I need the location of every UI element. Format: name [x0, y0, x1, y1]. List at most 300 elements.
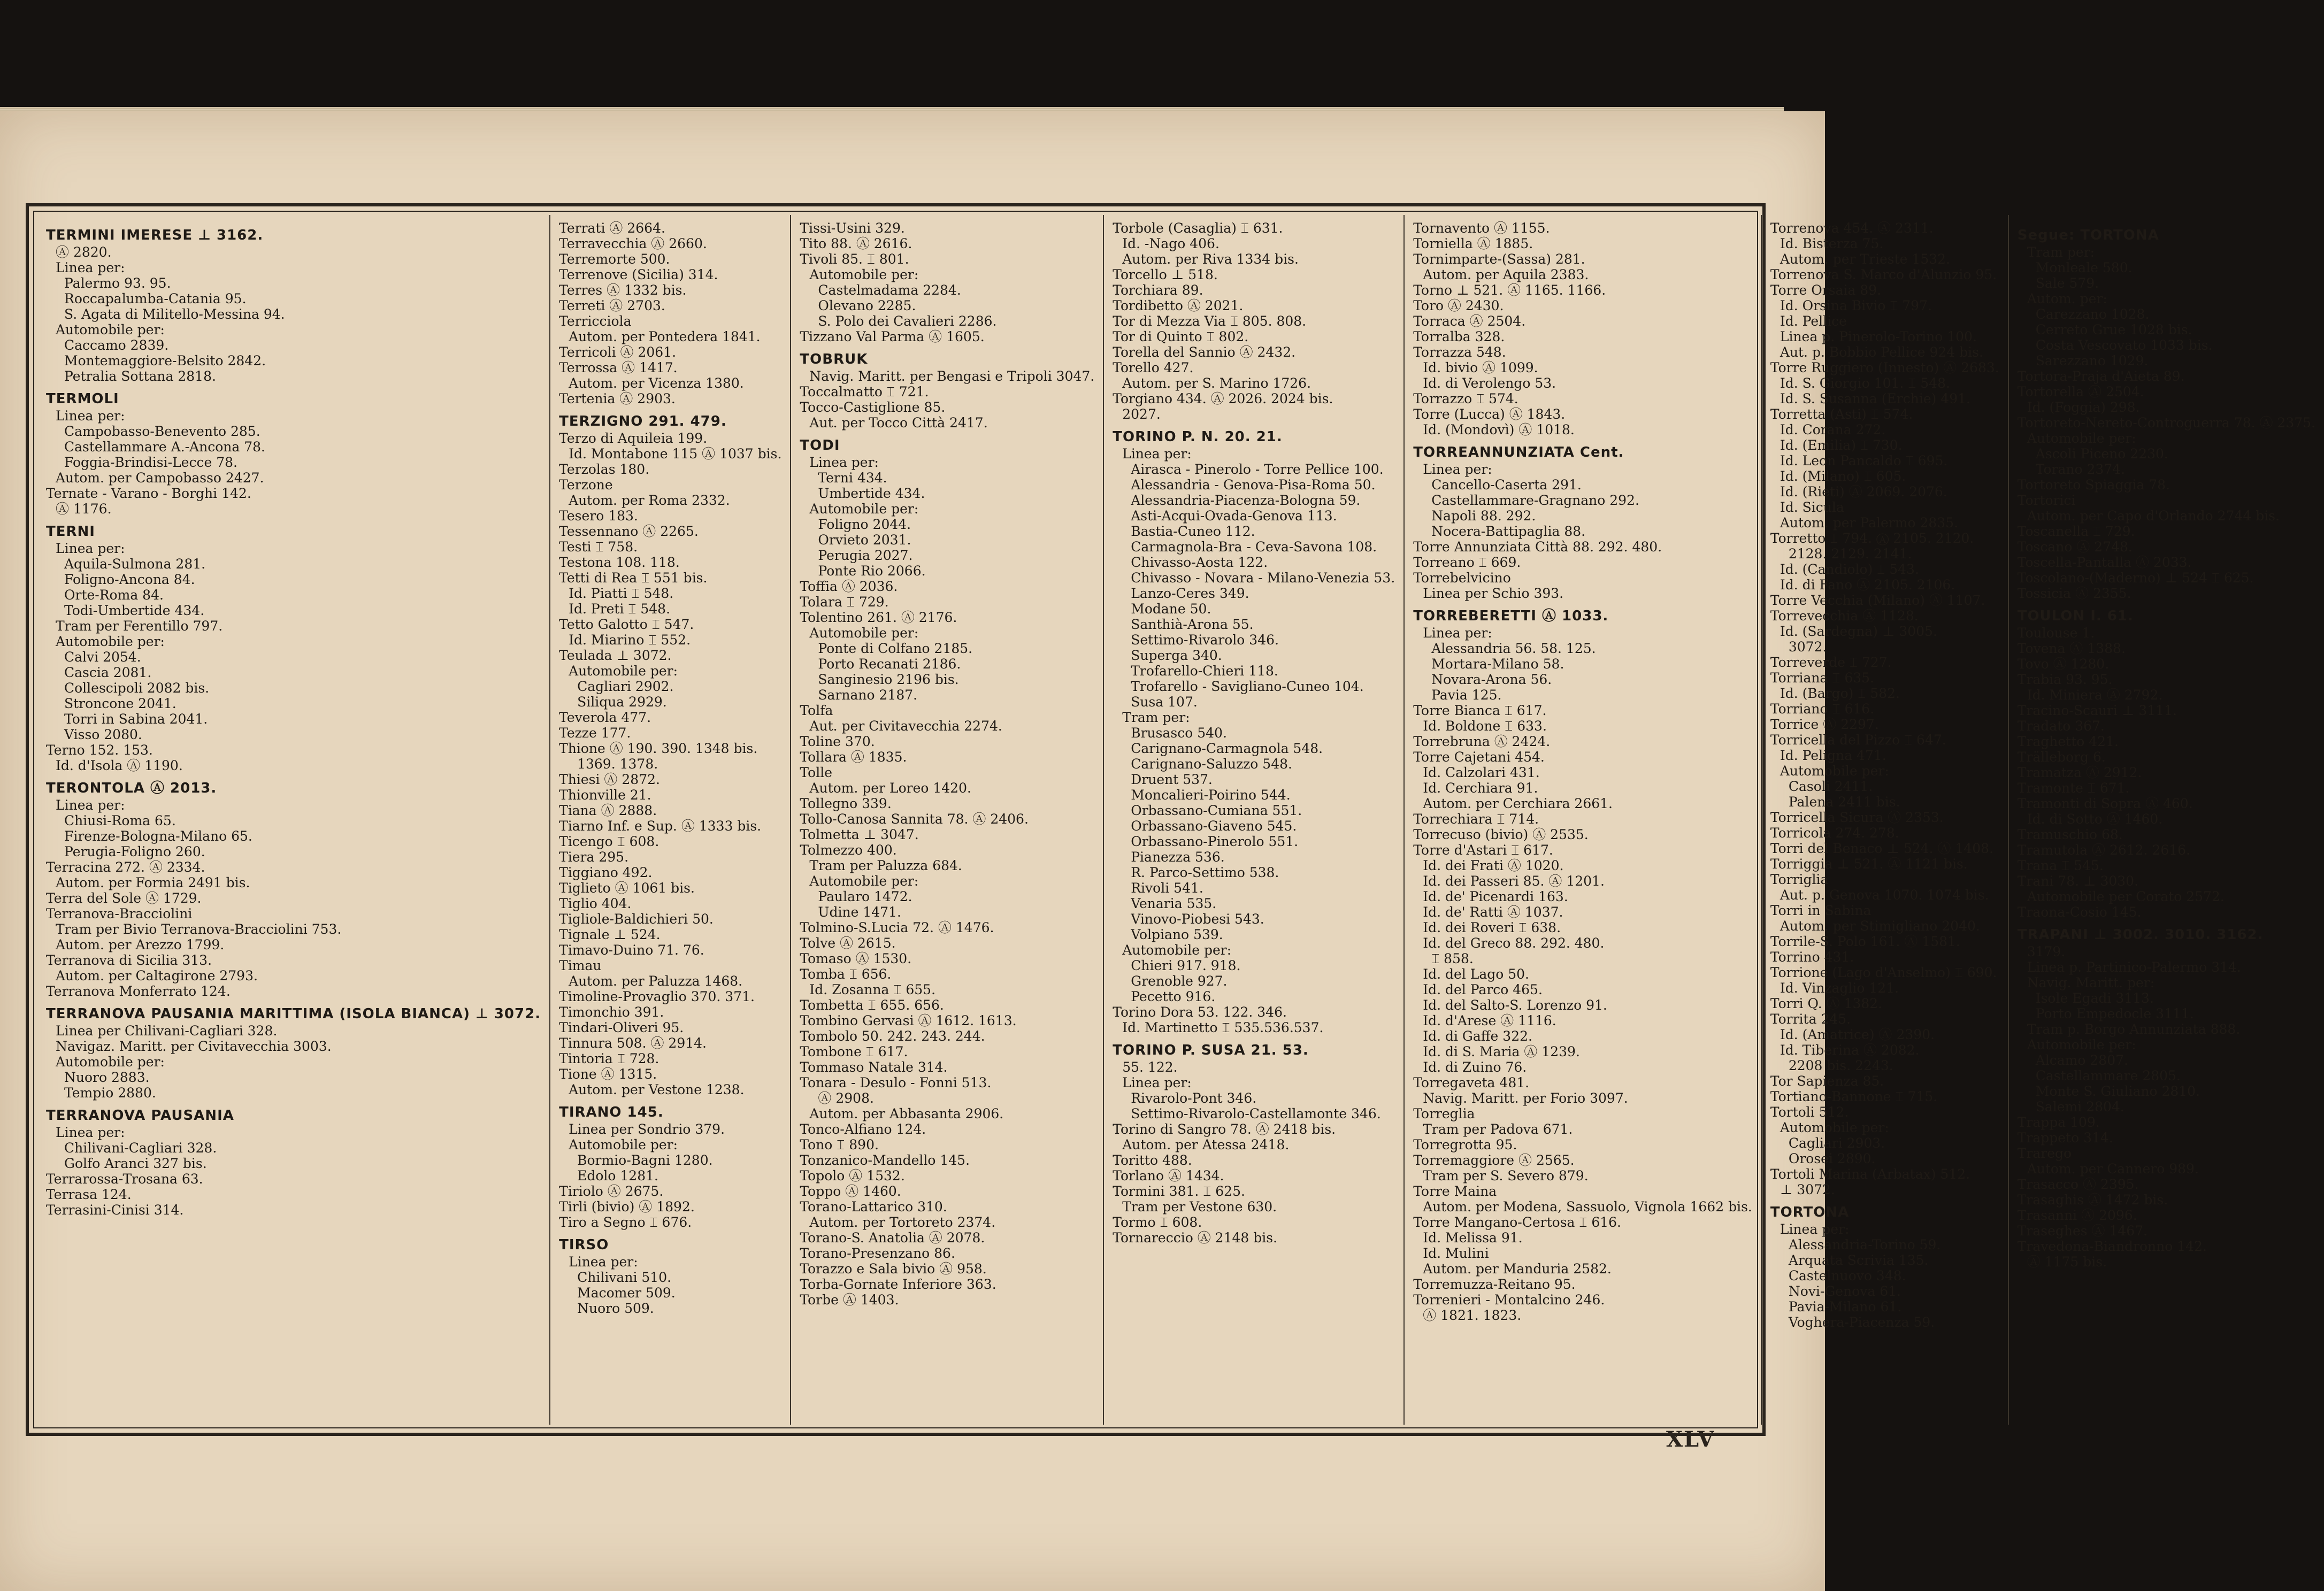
index-entry: Torgiano 434. Ⓐ 2026. 2024 bis. [1113, 391, 1333, 406]
index-entry: Siliqua 2929. [577, 694, 667, 710]
index-entry: Automobile per: [809, 873, 919, 889]
index-entry: Trarego [2017, 1146, 2072, 1161]
index-entry: Costa Vescovato 1033 bis. [2035, 337, 2213, 353]
index-entry: Torrione (Lago d'Anselmo) ⌶ 690. [1770, 965, 1997, 980]
index-entry: Perugia 2027. [818, 548, 913, 563]
index-entry: Torbe Ⓐ 1403. [800, 1292, 899, 1308]
index-entry: Autom. per Cannero 989. [2027, 1161, 2199, 1177]
index-entry: Automobile per: [56, 634, 165, 649]
index-entry: Torrice Ⓐ 2297. [1770, 717, 1879, 732]
index-entry: Torretta (Asti) ⌶ 574. [1770, 406, 1913, 422]
index-entry: Linea per: [56, 1125, 125, 1140]
index-entry: Castellammare 2805. [2035, 1068, 2181, 1083]
index-entry: Linea per: [56, 408, 125, 424]
index-entry: S. Agata di Militello-Messina 94. [64, 306, 285, 322]
index-entry: Linea per: [1423, 625, 1492, 641]
index-entry: Sarnano 2187. [818, 687, 918, 703]
index-entry: Tortiano-Bannone ⌶ 715. [1770, 1089, 1938, 1104]
index-entry: Ternate - Varano - Borghi 142. [46, 486, 251, 501]
index-entry: Traseghes Ⓐ 1467. [2017, 1223, 2148, 1239]
index-entry: Tiera 295. [559, 849, 629, 865]
index-entry: Trappa 109. [2017, 1115, 2100, 1130]
index-entry: Autom. per Riva 1334 bis. [1122, 251, 1299, 267]
index-entry: Autom. per Campobasso 2427. [56, 470, 264, 486]
index-entry: Topolo Ⓐ 1532. [800, 1168, 905, 1183]
index-entry: Id. dei Passeri 85. Ⓐ 1201. [1423, 873, 1605, 889]
index-entry: Tezze 177. [559, 725, 631, 741]
index-entry: Torraca Ⓐ 2504. [1413, 313, 1526, 329]
index-entry: Autom. per Atessa 2418. [1122, 1137, 1290, 1152]
index-entry: Linea p. Partinico-Palermo 314. [2027, 959, 2241, 975]
index-entry: Id. Calzolari 431. [1423, 765, 1540, 780]
index-entry: Chivasso-Aosta 122. [1131, 555, 1268, 570]
index-entry: Ticengo ⌶ 608. [559, 834, 659, 849]
index-entry: Aut. per Civitavecchia 2274. [809, 718, 1002, 734]
index-entry: Aut. p. Bobbio Pellice 924 bis. [1780, 344, 1983, 360]
index-heading: TODI [800, 437, 840, 454]
index-entry: Carignano-Carmagnola 548. [1131, 741, 1323, 756]
index-entry: Autom. per Vestone 1238. [569, 1082, 745, 1097]
index-entry: Perugia-Foligno 260. [64, 844, 205, 859]
index-entry: Torino di Sangro 78. Ⓐ 2418 bis. [1113, 1121, 1336, 1137]
index-entry: Torino Dora 53. 122. 346. [1113, 1004, 1287, 1020]
index-entry: Terrasini-Cinisi 314. [46, 1202, 184, 1218]
index-entry: Tessennano Ⓐ 2265. [559, 524, 699, 539]
index-entry: Aut. per Tocco Città 2417. [809, 415, 988, 431]
index-entry: Torrile-S. Polo 161. Ⓐ 1581. [1770, 934, 1960, 949]
index-entry: Terremorte 500. [559, 251, 670, 267]
index-entry: Autom. per Roma 2332. [569, 493, 730, 508]
index-entry: Airasca - Pinerolo - Torre Pellice 100. [1131, 462, 1384, 477]
index-entry: Autom. per Pontedera 1841. [569, 329, 761, 344]
index-entry: Autom. per Cerchiara 2661. [1423, 796, 1613, 811]
index-entry: Trani 78. ⊥ 3030. [2017, 873, 2139, 889]
index-entry: Linea per: [1122, 1075, 1192, 1090]
index-entry: Tommaso Natale 314. [800, 1059, 948, 1075]
index-entry: Bormio-Bagni 1280. [577, 1152, 713, 1168]
index-entry: Id. Mulini [1423, 1246, 1489, 1261]
index-entry: Torrevecchia Ⓐ 1128. [1770, 608, 1919, 624]
index-entry: Tramonti di Sopra Ⓐ 460. [2017, 796, 2193, 811]
index-entry: Palermo 93. 95. [64, 275, 171, 291]
index-entry: Firenze-Bologna-Milano 65. [64, 828, 252, 844]
index-entry: Tor di Mezza Via ⌶ 805. 808. [1113, 313, 1307, 329]
index-entry: Tollegno 339. [800, 796, 892, 811]
index-heading: TOULON I. 61. [2017, 608, 2134, 624]
index-entry: Tolmetta ⊥ 3047. [800, 827, 919, 842]
index-entry: Tollara Ⓐ 1835. [800, 749, 907, 765]
index-entry: Trofarello-Chieri 118. [1131, 663, 1278, 679]
index-entry: Automobile per: [1122, 942, 1232, 958]
index-entry: R. Parco-Settimo 538. [1131, 865, 1279, 880]
index-entry: 1369. 1378. [577, 756, 658, 772]
index-entry: Sarezzano 1029. [2035, 353, 2149, 368]
index-entry: Olevano 2285. [818, 298, 916, 313]
index-entry: Tirli (bivio) Ⓐ 1892. [559, 1199, 695, 1215]
index-heading: TORINO P. N. 20. 21. [1113, 429, 1283, 445]
index-entry: Tomaso Ⓐ 1530. [800, 951, 912, 966]
index-entry: Tossicia Ⓐ 2355. [2017, 586, 2131, 601]
index-entry: Alessandria 56. 58. 125. [1431, 641, 1596, 656]
index-heading: Segue: TORTONA [2017, 227, 2159, 243]
index-entry: Autom. per Abbasanta 2906. [809, 1106, 1004, 1121]
index-entry: Torreglia [1413, 1106, 1475, 1121]
index-entry: Torriggia ⊥ 521. Ⓐ 1121 bis. [1770, 856, 1968, 872]
index-entry: Id. (Candiolo) ⌶ 543. [1780, 562, 1919, 577]
index-entry: Sale 579. [2035, 275, 2099, 291]
index-entry: Tetti di Rea ⌶ 551 bis. [559, 570, 708, 586]
index-entry: Palena 2411 bis. [1788, 794, 1900, 810]
index-entry: Terranova di Sicilia 313. [46, 952, 212, 968]
index-entry: Automobile per: [1780, 763, 1889, 779]
index-entry: Foligno-Ancona 84. [64, 572, 195, 587]
index-entry: Traghetto 421. [2017, 734, 2119, 749]
index-entry: Chilivani 510. [577, 1270, 672, 1285]
index-entry: Todi-Umbertide 434. [64, 603, 205, 618]
index-entry: Montemaggiore-Belsito 2842. [64, 353, 266, 368]
index-entry: Novara-Arona 56. [1431, 672, 1552, 687]
index-entry: Tolve Ⓐ 2615. [800, 935, 896, 951]
index-entry: Torrenova 454. Ⓐ 2311. [1770, 220, 1934, 236]
index-entry: Cagliari 2902. [577, 679, 674, 694]
index-entry: Torrechiara ⌶ 714. [1413, 811, 1539, 827]
index-entry: Navig. Maritt. per: [2027, 975, 2155, 990]
index-entry: Tram per Bivio Terranova-Bracciolini 753. [56, 921, 342, 937]
index-heading: TERMINI IMERESE ⊥ 3162. [46, 227, 264, 243]
index-entry: Testi ⌶ 758. [559, 539, 638, 555]
index-entry: Torrenieri - Montalcino 246. [1413, 1292, 1605, 1308]
index-entry: Autom. per Aquila 2383. [1423, 267, 1589, 282]
index-entry: Vinovo-Piobesi 543. [1131, 911, 1264, 927]
index-entry: Torrenova S. Marco d'Alunzio 95. [1770, 267, 1997, 282]
index-entry: Salemi 2804. [2035, 1099, 2124, 1115]
index-entry: Tormini 381. ⌶ 625. [1113, 1183, 1245, 1199]
index-entry: Tombetta ⌶ 655. 656. [800, 997, 944, 1013]
index-entry: Umbertide 434. [818, 486, 925, 501]
index-entry: Casoli 2411. [1788, 779, 1873, 794]
index-entry: Trana ⌶ 545. [2017, 858, 2104, 873]
index-entry: Id. (Amatrice) Ⓐ 2390. [1780, 1027, 1935, 1042]
index-entry: Tram per Padova 671. [1423, 1121, 1573, 1137]
index-entry: Automobile per: [2027, 1037, 2136, 1052]
index-entry: Golfo Aranci 327 bis. [64, 1156, 207, 1171]
index-entry: Isole Egadi 3113. [2035, 990, 2154, 1006]
index-entry: Trappeto 314. [2017, 1130, 2113, 1146]
index-entry: 3179. [2027, 944, 2066, 959]
index-entry: Torricola 274. 278. [1770, 825, 1899, 841]
index-entry: Id. del Salto-S. Lorenzo 91. [1423, 997, 1607, 1013]
index-entry: Tertenia Ⓐ 2903. [559, 391, 676, 406]
index-entry: Tempio 2880. [64, 1085, 156, 1101]
index-entry: Lanzo-Ceres 349. [1131, 586, 1249, 601]
index-entry: Torrebelvicino [1413, 570, 1511, 586]
index-entry: Torreverde ⌶ 727. [1770, 655, 1892, 670]
index-entry: Modane 50. [1131, 601, 1211, 617]
index-entry: Thiesi Ⓐ 2872. [559, 772, 660, 787]
index-entry: Moncalieri-Poirino 544. [1131, 787, 1291, 803]
index-entry: Terrenove (Sicilia) 314. [559, 267, 718, 282]
index-entry: Id. Zosanna ⌶ 655. [809, 982, 936, 997]
index-entry: Tor Sapienza 85. [1770, 1073, 1884, 1089]
index-entry: Orosei 2890. [1788, 1151, 1876, 1166]
index-entry: Alcamo 2807. [2035, 1052, 2128, 1068]
index-entry: Cascia 2081. [64, 665, 152, 680]
index-entry: Tolara ⌶ 729. [800, 594, 889, 610]
index-entry: Tordibetto Ⓐ 2021. [1113, 298, 1244, 313]
index-entry: Thionville 21. [559, 787, 651, 803]
index-entry: Alessandria-Torino 59. [1788, 1237, 1941, 1252]
index-entry: Porto Recanati 2186. [818, 656, 961, 672]
index-entry: Torno ⊥ 521. Ⓐ 1165. 1166. [1413, 282, 1606, 298]
index-entry: Torello 427. [1113, 360, 1194, 375]
index-entry: Castelnuovo 348. [1788, 1268, 1906, 1283]
index-entry: Torre Cajetani 454. [1413, 749, 1545, 765]
index-entry: Tram per S. Severo 879. [1423, 1168, 1589, 1183]
index-entry: Tortoli 512. [1770, 1104, 1849, 1120]
index-entry: Toscanella ⌶ 729. [2017, 524, 2135, 539]
index-entry: Roccapalumba-Catania 95. [64, 291, 247, 306]
index-heading: TERRANOVA PAUSANIA [46, 1108, 234, 1124]
index-entry: Autom. per Arezzo 1799. [56, 937, 225, 952]
index-entry: Torrino 431. [1770, 949, 1854, 965]
column-2 [550, 215, 791, 1425]
index-entry: Cancello-Caserta 291. [1431, 477, 1582, 493]
index-entry: Tracino-Scauri ⊥ 3111. [2017, 703, 2177, 718]
index-entry: Id. Melissa 91. [1423, 1230, 1523, 1246]
index-entry: Torri Q. Ⓐ 1382. [1770, 996, 1883, 1011]
index-entry: Torre (Lucca) Ⓐ 1843. [1413, 406, 1566, 422]
index-heading: TERZIGNO 291. 479. [559, 413, 727, 429]
index-entry: Automobile per: [1780, 1120, 1889, 1135]
index-entry: Terranova Monferrato 124. [46, 983, 231, 999]
index-entry: Tortoreto-Nereto-Controguerra 78. Ⓐ 2375. [2017, 415, 2316, 431]
index-entry: Trasaghis Ⓐ 1472 bis. [2017, 1192, 2168, 1208]
index-heading: TORINO P. SUSA 21. 53. [1113, 1042, 1309, 1058]
index-entry: Tovena Ⓐ 1388. [2017, 641, 2126, 656]
index-entry: Trabia 93. 95. [2017, 672, 2113, 687]
index-entry: Torrita 245. [1770, 1011, 1851, 1027]
index-entry: Id. di Zuino 76. [1423, 1059, 1527, 1075]
index-entry: Automobile per: [569, 663, 678, 679]
index-entry: Tombino Gervasi Ⓐ 1612. 1613. [800, 1013, 1017, 1028]
index-entry: Mortara-Milano 58. [1431, 656, 1564, 672]
index-entry: Id. Tiberina Ⓐ 2082. [1780, 1042, 1920, 1058]
index-entry: Trofarello - Savigliano-Cuneo 104. [1131, 679, 1364, 694]
index-entry: Tornavento Ⓐ 1155. [1413, 220, 1550, 236]
index-entry: Tiggiano 492. [559, 865, 653, 880]
index-entry: Ⓐ 2908. [818, 1090, 874, 1106]
index-entry: Caccamo 2839. [64, 337, 169, 353]
index-entry: Tindari-Oliveri 95. [559, 1020, 684, 1035]
index-entry: Id. Miarino ⌶ 552. [569, 632, 691, 648]
index-entry: Napoli 88. 292. [1431, 508, 1536, 524]
index-entry: Automobile per: [56, 1054, 165, 1070]
index-entry: Tolmino-S.Lucia 72. Ⓐ 1476. [800, 920, 994, 935]
index-entry: Petralia Sottana 2818. [64, 368, 216, 384]
index-entry: Id. Piatti ⌶ 548. [569, 586, 674, 601]
index-entry: Id. Peligna 471. [1780, 748, 1886, 763]
index-entry: Autom. per Tortoreto 2374. [809, 1215, 996, 1230]
index-entry: Tram per: [1122, 710, 1190, 725]
index-entry: Tivoli 85. ⌶ 801. [800, 251, 909, 267]
index-entry: Torba-Gornate Inferiore 363. [800, 1277, 996, 1292]
index-entry: Settimo-Rivarolo-Castellamonte 346. [1131, 1106, 1381, 1121]
index-entry: Torriglia [1770, 872, 1829, 887]
index-entry: Foggia-Brindisi-Lecce 78. [64, 455, 237, 470]
index-entry: Voghera-Piacenza 59. [1788, 1315, 1935, 1330]
index-entry: Bastia-Cuneo 112. [1131, 524, 1255, 539]
index-entry: Autom. per Stimigliano 2040. [1780, 918, 1980, 934]
index-heading: TRAPANI ⊥ 3002. 3010. 3162. [2017, 927, 2264, 943]
index-entry: Id. del Greco 88. 292. 480. [1423, 935, 1605, 951]
index-entry: Ⓐ 1175 bis. [2027, 1254, 2107, 1270]
index-entry: Castelmadama 2284. [818, 282, 961, 298]
index-entry: Tonara - Desulo - Fonni 513. [800, 1075, 992, 1090]
index-entry: Settimo-Rivarolo 346. [1131, 632, 1279, 648]
index-entry: Linea p. Pinerolo-Torino 100. [1780, 329, 1977, 344]
index-heading: TIRSO [559, 1237, 609, 1253]
index-entry: Tollo-Canosa Sannita 78. Ⓐ 2406. [800, 811, 1029, 827]
index-entry: Autom. per: [2027, 291, 2107, 306]
index-entry: Tiana Ⓐ 2888. [559, 803, 657, 818]
index-entry: Orbassano-Giaveno 545. [1131, 818, 1297, 834]
index-entry: Torchiara 89. [1113, 282, 1203, 298]
index-entry: Nuoro 2883. [64, 1070, 150, 1085]
index-entry: Tissi-Usini 329. [800, 220, 905, 236]
index-entry: Torregrotta 95. [1413, 1137, 1517, 1152]
index-entry: Navig. Maritt. per Bengasi e Tripoli 3047. [809, 368, 1095, 384]
index-entry: Terrarossa-Trosana 63. [46, 1171, 203, 1187]
index-entry: Alessandria-Piacenza-Bologna 59. [1131, 493, 1361, 508]
index-entry: Carmagnola-Bra - Ceva-Savona 108. [1131, 539, 1377, 555]
index-entry: Aquila-Sulmona 281. [64, 556, 206, 572]
index-entry: Linea per: [1122, 446, 1192, 462]
index-entry: Monte S. Giuliano 2810. [2035, 1083, 2200, 1099]
index-entry: Torreano ⌶ 669. [1413, 555, 1521, 570]
index-entry: Alessandria - Genova-Pisa-Roma 50. [1131, 477, 1376, 493]
index-entry: Tramonte ⌶ 671. [2017, 780, 2130, 796]
index-heading: TERMOLI [46, 391, 119, 407]
index-entry: Autom. per Paluzza 1468. [569, 973, 743, 989]
index-entry: Tortoli Marina (Arbatax) 512. [1770, 1166, 1970, 1182]
index-entry: Id. Corana 272. [1780, 422, 1886, 437]
index-entry: Terrossa Ⓐ 1417. [559, 360, 678, 375]
index-entry: Tolmezzo 400. [800, 842, 897, 858]
index-entry: Id. (Foggia) 298. [2027, 399, 2140, 415]
index-entry: Id. di Fano Ⓐ 2105. 2106. [1780, 577, 1955, 593]
index-entry: Torniella Ⓐ 1885. [1413, 236, 1533, 251]
index-entry: Chilivani-Cagliari 328. [64, 1140, 217, 1156]
index-entry: Id. Boldone ⌶ 633. [1423, 718, 1547, 734]
index-entry: Linea per: [1780, 1221, 1850, 1237]
index-entry: Terravecchia Ⓐ 2660. [559, 236, 707, 251]
index-entry: Sanginesio 2196 bis. [818, 672, 959, 687]
index-entry: Automobile per: [809, 625, 919, 641]
index-entry: Torricella Sicura Ⓐ 2353. [1770, 810, 1944, 825]
index-entry: Id. de' Picenardi 163. [1423, 889, 1568, 904]
index-entry: Nuoro 509. [577, 1301, 654, 1316]
index-entry: Tonzanico-Mandello 145. [800, 1152, 970, 1168]
index-entry: Linea per Schio 393. [1423, 586, 1564, 601]
index-entry: Trasacco Ⓐ 2395. [2017, 1177, 2139, 1192]
index-entry: 55. 122. [1122, 1059, 1178, 1075]
index-entry: Autom. per Trieste 1532. [1780, 251, 1950, 267]
index-entry: Id. di Sotto Ⓐ 1460. [2027, 811, 2163, 827]
index-entry: Ⓐ 2820. [56, 244, 112, 260]
index-entry: Cagliari 2903. [1788, 1135, 1885, 1151]
index-entry: Terno 152. 153. [46, 742, 153, 758]
index-entry: Id. Bisterza 75. [1780, 236, 1884, 251]
column-7 [2009, 215, 2324, 1425]
index-entry: Arquata Scrivia 135. [1788, 1252, 1929, 1268]
index-entry: Timavo-Duino 71. 76. [559, 942, 704, 958]
index-entry: Terrati Ⓐ 2664. [559, 220, 665, 236]
index-entry: Autom. per Modena, Sassuolo, Vignola 1662 bis. [1423, 1199, 1752, 1215]
index-entry: Id. (Bargo) ⌶ 582. [1780, 686, 1900, 701]
index-entry: Superga 340. [1131, 648, 1222, 663]
index-entry: Trälleborg 6. [2017, 749, 2106, 765]
index-entry: Id. (Mondovì) Ⓐ 1018. [1423, 422, 1575, 437]
index-entry: Tolentino 261. Ⓐ 2176. [800, 610, 957, 625]
index-heading: TOBRUK [800, 351, 868, 367]
index-entry: Tram per: [2027, 244, 2095, 260]
index-entry: Teulada ⊥ 3072. [559, 648, 672, 663]
index-entry: Tonco-Alfiano 124. [800, 1121, 926, 1137]
index-entry: Edolo 1281. [577, 1168, 658, 1183]
index-entry: ⌶ 858. [1431, 951, 1474, 966]
index-entry: Tizzano Val Parma Ⓐ 1605. [800, 329, 985, 344]
index-entry: Terricoli Ⓐ 2061. [559, 344, 677, 360]
index-entry: Torri in Sabina 2041. [64, 711, 208, 727]
index-columns [37, 215, 2316, 1425]
column-4 [1104, 215, 1405, 1425]
index-heading: TERRANOVA PAUSANIA MARITTIMA (ISOLA BIANCA) ⊥ 3072. [46, 1006, 541, 1022]
index-entry: Autom. per S. Marino 1726. [1122, 375, 1311, 391]
index-entry: Campobasso-Benevento 285. [64, 424, 260, 439]
index-entry: Id. (Rieti) Ⓐ 2069. 2076. [1780, 484, 1947, 499]
index-entry: Toro Ⓐ 2430. [1413, 298, 1504, 313]
index-entry: Terranova-Bracciolini [46, 906, 193, 921]
index-entry: Orte-Roma 84. [64, 587, 164, 603]
index-entry: Id. Orsina Bivio ⌶ 797. [1780, 298, 1932, 313]
index-entry: Tione Ⓐ 1315. [559, 1066, 657, 1082]
index-entry: Torrebruna Ⓐ 2424. [1413, 734, 1551, 749]
index-entry: Torriano ⌶ 616. [1770, 701, 1875, 717]
index-entry: Pavia 125. [1431, 687, 1502, 703]
column-3 [791, 215, 1104, 1425]
index-entry: Torbole (Casaglia) ⌶ 631. [1113, 220, 1283, 236]
index-entry: Ponte Rio 2066. [818, 563, 926, 579]
index-entry: Tram per Vestone 630. [1122, 1199, 1277, 1215]
index-entry: Torre Bianca ⌶ 617. [1413, 703, 1547, 718]
index-entry: 2208 bis. 2243. [1788, 1058, 1893, 1073]
index-entry: Id. (Milano) ⌶ 605. [1780, 468, 1906, 484]
index-entry: Tiglieto Ⓐ 1061 bis. [559, 880, 695, 896]
index-entry: Toscano Ⓐ 2748. [2017, 539, 2133, 555]
index-entry: Id. d'Arese Ⓐ 1116. [1423, 1013, 1556, 1028]
index-entry: Autom. per Manduria 2582. [1423, 1261, 1612, 1277]
index-entry: Toulouse 1. [2017, 625, 2095, 641]
index-entry: Paularo 1472. [818, 889, 912, 904]
index-entry: Torricella del Pizzo ⌶ 647. [1770, 732, 1946, 748]
index-entry: Torre d'Astari ⌶ 617. [1413, 842, 1553, 858]
index-entry: Traona-Cosio 145. [2017, 904, 2142, 920]
index-entry: Aut. p. Genova 1070. 1074 bis. [1780, 887, 1989, 903]
index-entry: Travedona-Biandronno 142. [2017, 1239, 2207, 1254]
index-entry: Torre Orsaia 89. [1770, 282, 1882, 298]
index-entry: Ⓐ 1821. 1823. [1423, 1308, 1522, 1323]
index-entry: Tolfa [800, 703, 833, 718]
